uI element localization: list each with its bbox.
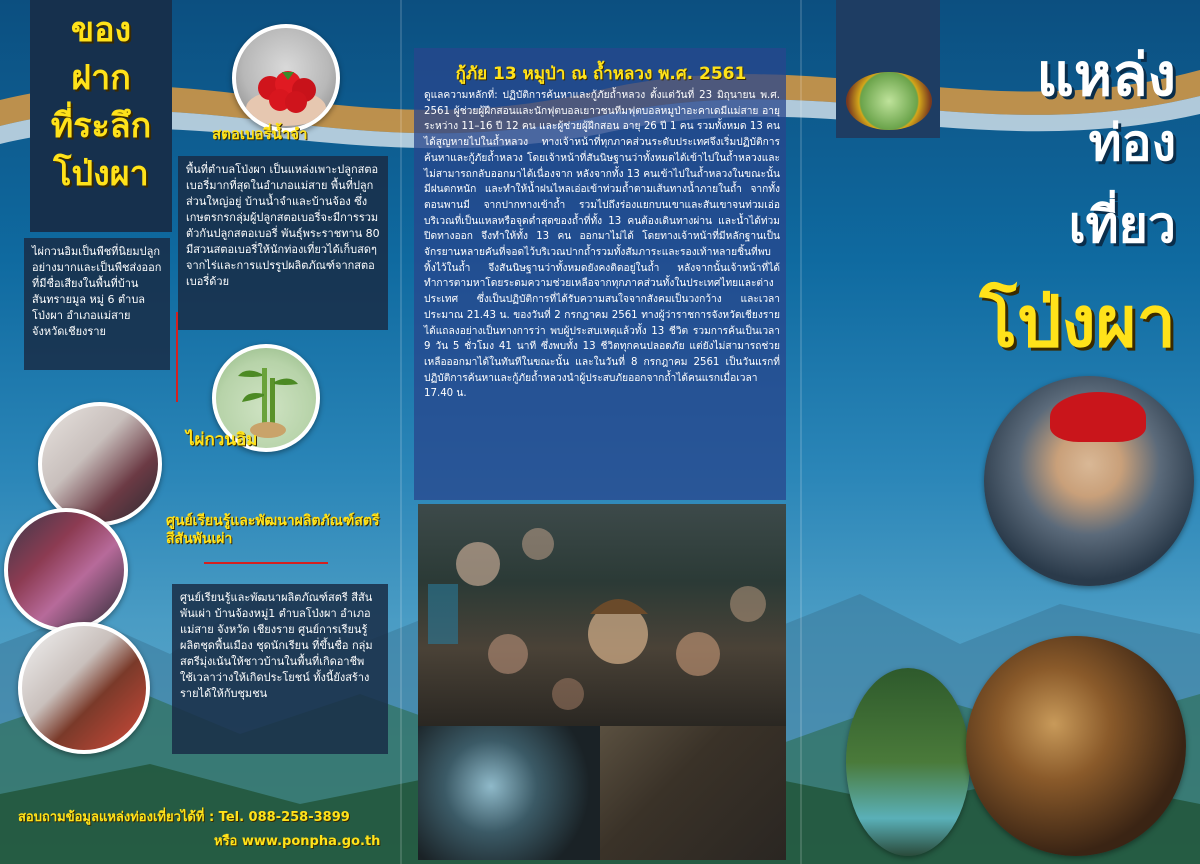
- strawberry-description: พื้นที่ตำบลโป่งผา เป็นแหล่งเพาะปลูกสตอเบอรี่มากที่สุดในอำเภอแม่สาย พื้นที่ปลูกส่วนใหญ่อยู่ บ้านน้ำจำและบ้านจ้อง ซึ่งเกษตรกรกลุ่มผู้ปลูกสตอเบอรี่จะมีการรวมตัวกันปลูกสตอเบอรี่ พันธุ์พระราชทาน 80 มีสวนสตอเบอรี่ให้นักท่องเที่ยวได้เก็บสดๆจากไร่และการแปรรูปผลิตภัณฑ์จากสตอเบอรี่ด้วย: [178, 156, 388, 330]
- strawberry-photo: [232, 24, 340, 132]
- souvenir-title-line: ฝาก: [71, 58, 131, 98]
- embroidered-jacket-photo: [18, 622, 150, 754]
- learning-center-description: ศูนย์เรียนรู้และพัฒนาผลิตภัณฑ์สตรี สีสันพันเผ่า บ้านจ้องหมู่1 ตำบลโป่งผา อำเภอแม่สาย จังหวัด เชียงราย ศูนย์การเรียนรู้ผลิตชุดพื้นเมือง ชุดนักเรียน ที่ขึ้นชื่อ กลุ่มสตรีมุ่งเน้นให้ชาวบ้านในพื้นที่เกิดอาชีพ ใช้เวลาว่างให้เกิดประโยชน์ ทั้งนี้ยังสร้างรายได้ให้กับชุมชน: [172, 584, 388, 754]
- learning-center-label: ศูนย์เรียนรู้และพัฒนาผลิตภัณฑ์สตรี สีสันพันเผ่า: [166, 513, 380, 547]
- contact-info: สอบถามข้อมูลแหล่งท่องเที่ยวได้ที่ : Tel. 088-258-3899: [18, 810, 350, 825]
- cave-interior-photo: [966, 636, 1186, 856]
- rescue-mural-photo: [418, 504, 786, 726]
- bamboo-description: ไผ่กวนอิมเป็นพืชที่นิยมปลูกอย่างมากและเป็นพืชส่งออกที่มีชื่อเสียงในพื้นที่บ้านสันทรายมูล หมู่ 6 ตำบลโป่งผา อำเภอแม่สายจังหวัดเชียงราย: [24, 238, 170, 370]
- rescue-story-title: กู้ภัย 13 หมูป่า ณ ถ้ำหลวง พ.ศ. 2561: [455, 64, 747, 84]
- strawberry-illustration: [236, 28, 336, 128]
- main-title-line: ท่อง: [1088, 114, 1176, 172]
- strawberry-label: สตอเบอรี่น้ำจำ: [212, 125, 308, 143]
- website-link[interactable]: หรือ www.ponpha.go.th: [214, 834, 381, 849]
- cave-diver-photo: [418, 726, 600, 860]
- main-title-line: แหล่ง: [1036, 41, 1176, 109]
- souvenir-title-line: โป่งผา: [53, 154, 149, 194]
- bamboo-label: ไผ่กวนอิม: [186, 430, 258, 450]
- subdistrict-logo: [846, 72, 932, 130]
- mural-illustration: [418, 504, 786, 726]
- main-title-line: โป่งผา: [979, 281, 1176, 363]
- panel-divider: [800, 0, 802, 864]
- red-underline: [204, 562, 328, 564]
- main-title-line: เที่ยว: [1068, 196, 1176, 254]
- rescue-team-photo: [600, 726, 786, 860]
- shop-interior-photo: [38, 402, 162, 526]
- rescue-story-body: ดูแลความหลักที่: ปฏิบัติการค้นหาและกู้ภัยถ้ำหลวง ตั้งแต่วันที่ 23 มิถุนายน พ.ศ. 2561 ผู้ช่วยผู้ฝึกสอนและนักฟุตบอลเยาวชนทีมฟุตบอลหมูป่าอะคาเดมีแม่สาย อายุระหว่าง 11–16 ปี 12 คน และผู้ช่วยผู้ฝึกสอน อายุ 26 ปี 1 คน รวมทั้งหมด 13 คน ได้สูญหายไปในถ้ำหลวง ทางเจ้าหน้าที่ทุกภาคส่วนระดับประเทศจึงเริ่มปฏิบัติการค้นหาและกู้ภัยถ้ำหลวง โดยเจ้าหน้าที่สันนิษฐานว่าทั้งหมดได้เข้าไปในถ้ำหลวงและไม่สามารถกลับออกมาได้เนื่องจาก หลังจากทั้ง 13 คนเข้าไปในถ้ำหลวงในขณะนั้นมีฝนตกหนัก และทำให้น้ำฝนไหลเอ่อเข้าท่วมถ้ำตามเส้นทางน้ำภายในถ้ำ จากทั้งตอนพานมี จากปากทางเข้าถ้ำ รวมไปถึงร่องแยกบนเขาและสันเขาจนท่วมเอ่อบริเวณที่เป็นแหลหรือจุดต่ำสุดของถ้ำที่ทั้ง 13 คนต้องเดินทางผ่าน และน้ำได้ท่วมปิดทางออก จึงทำให้ทั้ง 13 คน ออกมาไม่ได้ โดยทางเจ้าหน้าที่มีหลักฐานเป็นจักรยานหลายคันที่จอดไว้บริเวณปากถ้ำรวมทั้งสัมภาระและรองเท้าหลายชิ้นที่พบทิ้งไว้ในถ้ำ จึงสันนิษฐานว่าทั้งหมดยังคงติดอยู่ในถ้ำ หลังจากนั้นเจ้าหน้าที่ได้ทำการตามหาโดยระดมความช่วยเหลือจากทุกภาคส่วนทั้งในประเทศไทยและต่างประเทศ ซึ่งเป็นปฏิบัติการที่ได้รับความสนใจจากสังคมเป็นวงกว้าง และเวลาประมาณ 21.43 น. ของวันที่ 2 กรกฎาคม 2561 ทางผู้ว่าราชการจังหวัดเชียงราย ได้แถลงอย่างเป็นทางการว่า พบผู้ประสบเหตุแล้วทั้ง 13 ชีวิต รวมการค้นเป็นเวลา 9 วัน 5 ชั่วโมง 41 นาที ซึ่งพบทั้ง 13 ชีวิตทุกคนปลอดภัย แต่ยังไม่สามารถช่วยเหลือออกมาได้ในทันทีในขณะนั้น และในวันที่ 8 กรกฎาคม 2561 เป็นวันแรกที่ปฏิบัติการค้นหาและกู้ภัยถ้ำหลวงนำผู้ประสบภัยออกจากถ้ำได้คนแรกเมื่อเวลา 17.40 น.: [424, 90, 780, 400]
- souvenir-title: [30, 6, 172, 198]
- souvenir-title-line: ของ: [70, 10, 132, 50]
- textile-rack-photo: [4, 508, 128, 632]
- souvenir-title-line: ที่ระลึก: [50, 106, 152, 146]
- panel-divider: [400, 0, 402, 864]
- red-beret: [1050, 392, 1146, 442]
- red-divider: [176, 312, 178, 402]
- forest-pool-photo: [846, 668, 970, 856]
